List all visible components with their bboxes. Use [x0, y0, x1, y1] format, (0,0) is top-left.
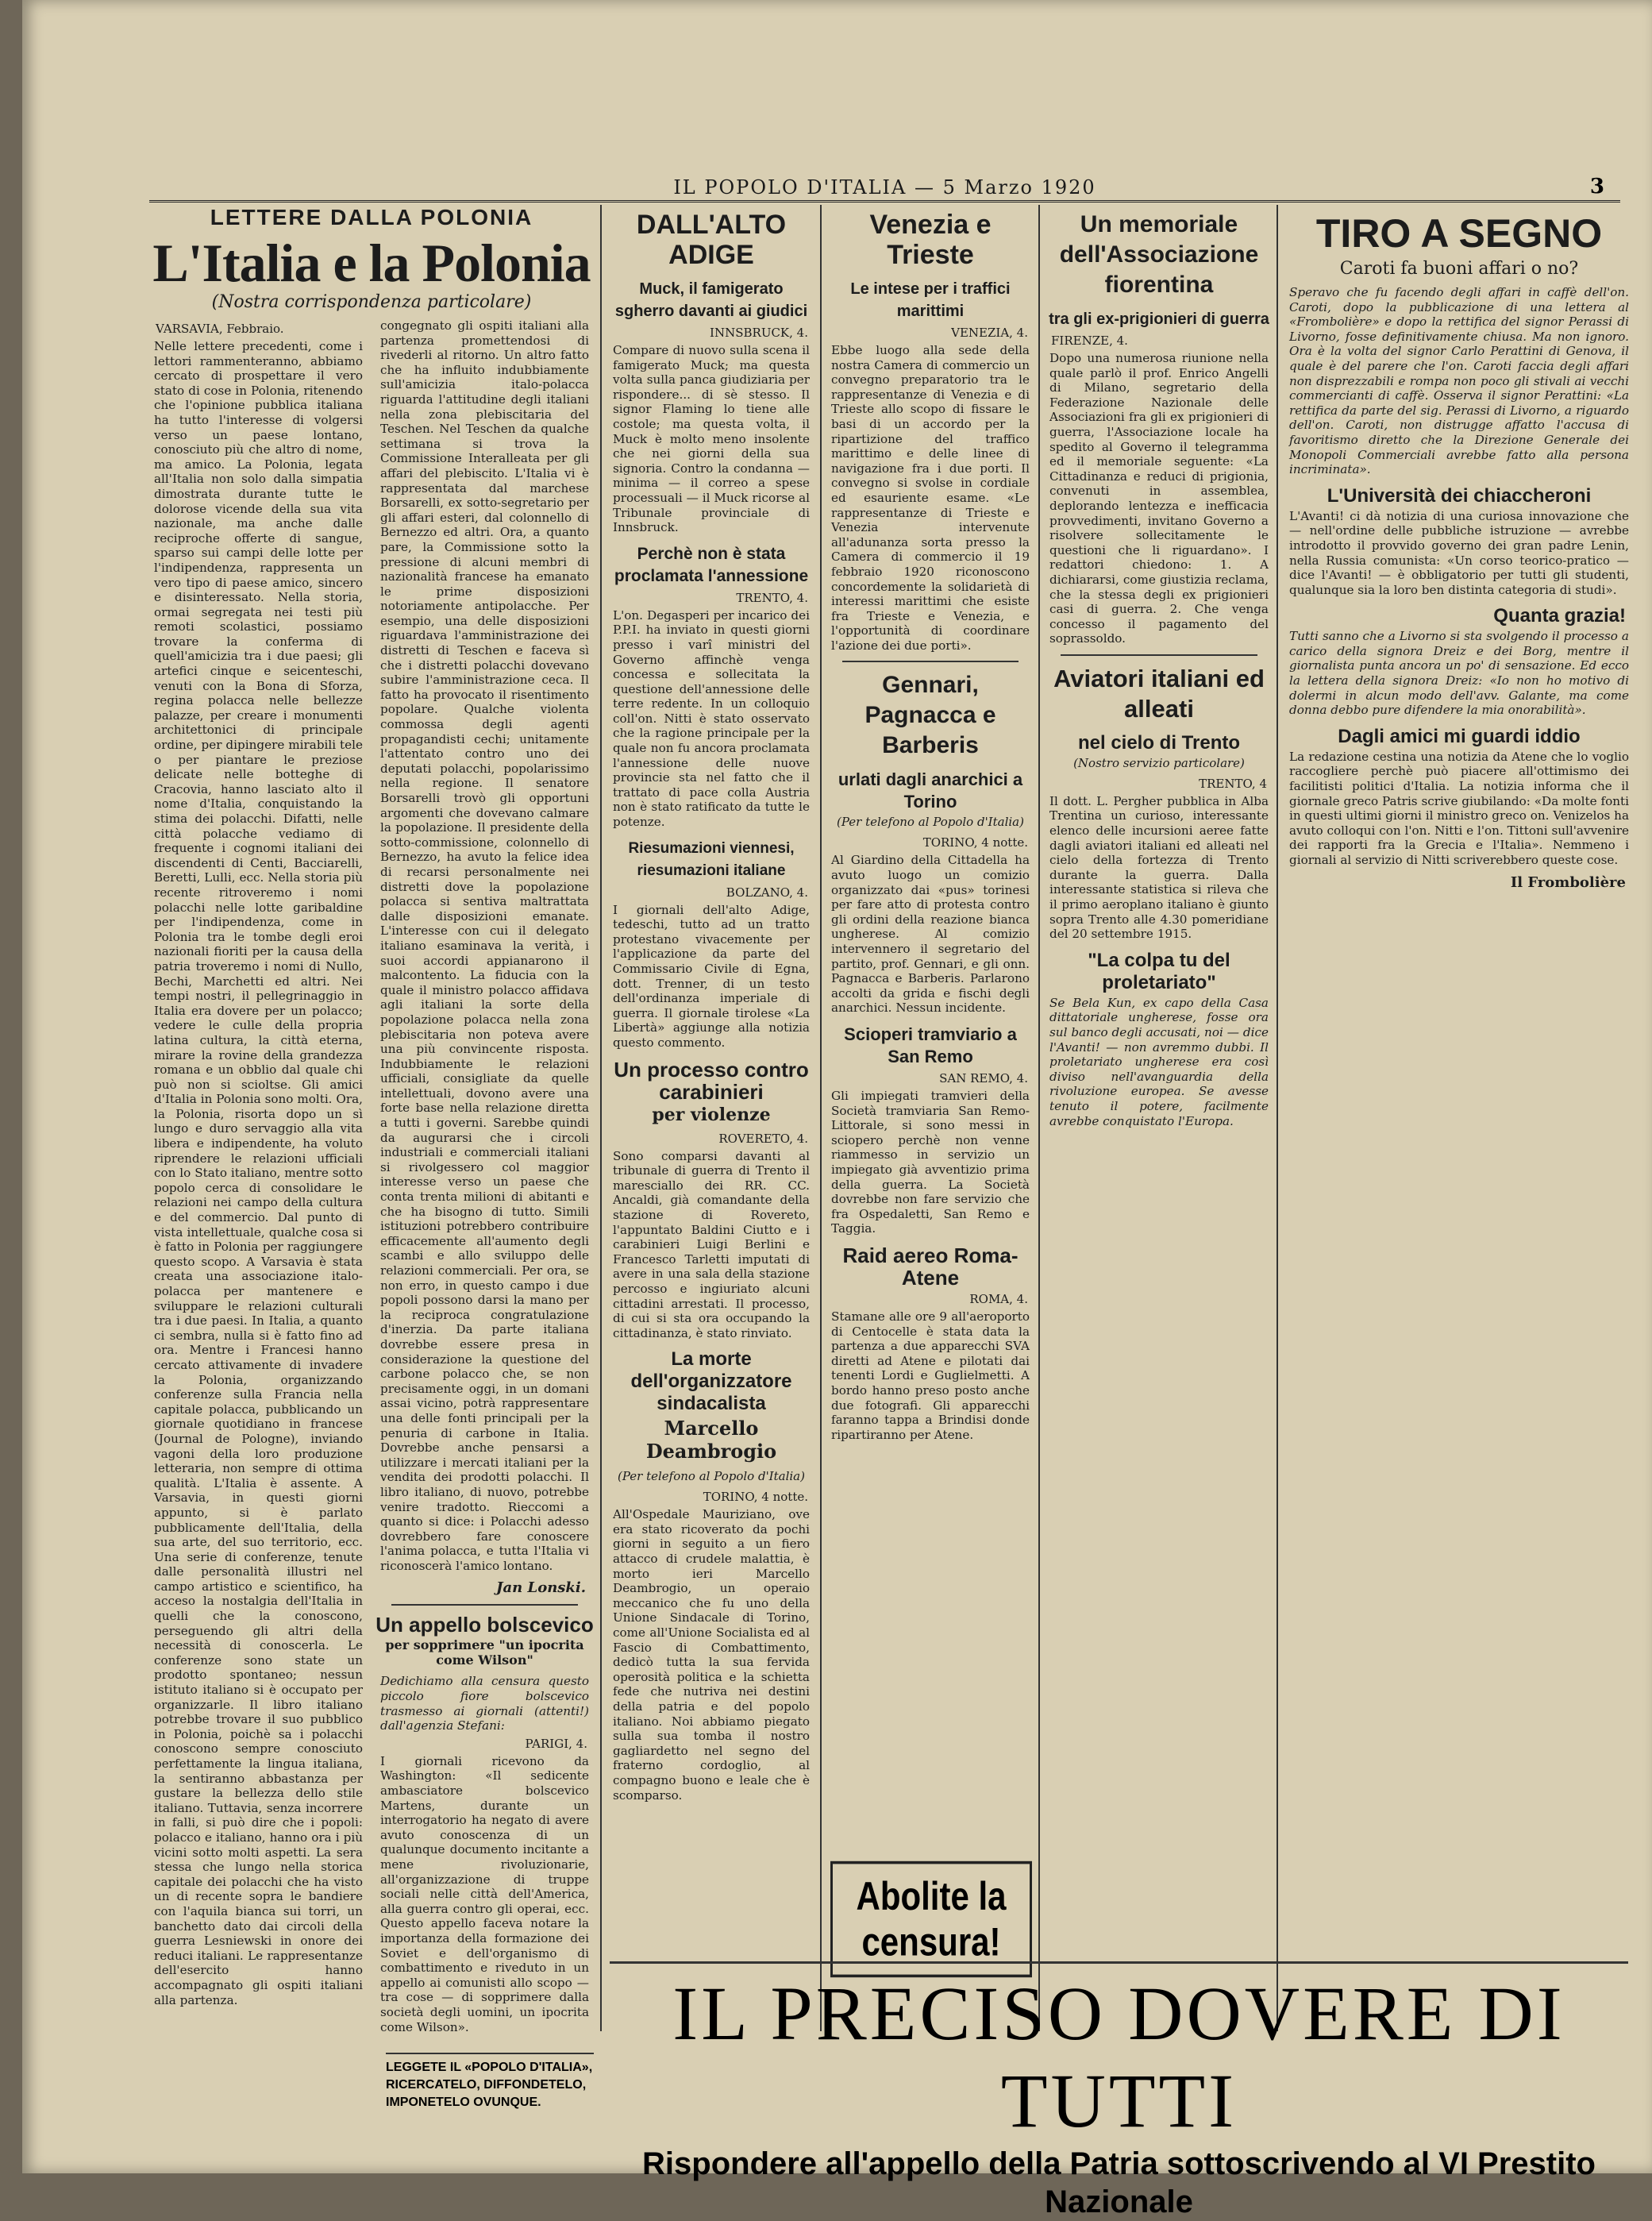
dateline-roma: ROMA, 4. [969, 1291, 1028, 1306]
banner-headline: IL PRECISO DOVERE DI TUTTI [672, 1971, 1565, 2143]
body-venezia-trieste: Ebbe luogo alla sede della nostra Camera di commercio un convegno preparatorio tra le rappresentanze di Venezia e di Trieste allo scopo di fissare le basi di un accordo per la ripartizione del traffico marittimo e delle linee di navigazione fra i due porti. Il convegno si svolse in cordiale ed esauriente esame. «Le rappresentanze di Trieste e Venezia intervenute all'adunanza sorta presso la Camera di commercio il 19 febbraio 1920 riconoscono concordemente la solidarietà di interessi marittimi che esiste fra Trieste e Venezia, e l'opportunità di coordinare l'azione dei due porti». [831, 343, 1030, 653]
body-amici: La redazione cestina una notizia da Atene che lo voglio raccogliere perchè può piacere all'ottimismo dei facilitisti politici d'Italia. La notizia informa che il giornale greco Patris scrive giubilando: «Da molte fonti in questi ultimi giorni il ministro greco on. Venizelos ha avuto colloqui con l'on. Nitti e l'on. Tittoni sull'avvenire dei rapporti fra la Grecia e l'Italia». Nemmeno i giornali al servizio di Nitti scriverebbero queste cose. [1289, 749, 1629, 867]
headline-universita: L'Università dei chiaccheroni [1327, 484, 1592, 507]
column-rule [1277, 205, 1278, 2031]
headline-amici: Dagli amici mi guardi iddio [1338, 725, 1581, 747]
paren-gennari: (Per telefono al Popolo d'Italia) [837, 815, 1024, 830]
paren-aviatori: (Nostro servizio particolare) [1073, 755, 1245, 770]
body-caroti: Speravo che fu facendo degli affari in caffè dell'on. Caroti, dopo la pubblicazione di una lettera al «Frombolière» e dopo la rettifica del signor Perassi di Livorno, fosse definitivamente chiusa. Ma non ignoro. Ora è la volta del signor Carlo Perattini di Genova, il quale è del parere che l'on. Caroti faccia degli affari non disprezzabili e rompa non poco gli stivali ai vecchi commercianti di caffè. Osserva il signor Perattini: «La rettifica da parte del sig. Perassi di Livorno, a riguardo dell'on. Caroti, non distrugge affatto l'accusa di favoritismo diretto che la Direzione Generale dei Monopoli Commerciali avrebbe fatto alla persona incriminata». [1289, 285, 1629, 477]
subhead-aviatori: nel cielo di Trento [1077, 731, 1241, 754]
banner-subline: Rispondere all'appello della Patria sottoscrivendo al VI Prestito Nazionale [642, 2146, 1596, 2219]
headline-alto-adige: DALL'ALTO ADIGE [636, 210, 787, 270]
headline-aviatori: Aviatori italiani ed alleati [1053, 664, 1265, 723]
subhead-traffici: Le intese per i traffici marittimi [850, 280, 1011, 320]
body-gennari: Al Giardino della Cittadella ha avuto luogo un comizio organizzato dai «pus» torinesi per fare atto di protesta contro gli ordini della reazione bianca ungherese. Al comizio intervennero il segretario del partito, prof. Gennari, e gli onn. Pagnacca e Barberis. Parlarono accolti da grida e fischi degli anarchici. Nessun incidente. [831, 853, 1030, 1016]
headline-raid: Raid aereo Roma-Atene [842, 1243, 1019, 1290]
article-headline: L'Italia e la Polonia [152, 233, 591, 293]
dateline-sanremo: SAN REMO, 4. [939, 1071, 1028, 1085]
article-kicker: LETTERE DALLA POLONIA [210, 205, 533, 229]
body-riesumazioni: I giornali dell'alto Adige, tedeschi, tutto ad un tratto protestano vivacemente per l'applicazione da parte del Commissario Civile di Egna, dott. Trenner, di un testo dell'ordinanza imperiale di guerra. Il giornale tirolese «La Libertà» aggiunge alla notizia questo commento. [613, 902, 810, 1050]
subhead-prigionieri: tra gli ex-prigionieri di guerra [1049, 310, 1269, 328]
divider [1061, 654, 1257, 656]
headline-gennari: Gennari, Pagnacca e Barberis [865, 672, 996, 759]
dateline-bolzano: BOLZANO, 4. [726, 885, 808, 900]
headline-memoriale: Un memoriale dell'Associazione fiorentina [1059, 211, 1259, 298]
dateline-rovereto: ROVERETO, 4. [718, 1131, 808, 1146]
masthead [149, 176, 1620, 202]
subhead-muck: Muck, il famigerato sgherro davanti ai giudici [614, 280, 808, 320]
headline-annessione: Perchè non è stata proclamata l'annessione [614, 544, 809, 585]
divider [391, 1604, 578, 1606]
dateline-innsbruck: INNSBRUCK, 4. [710, 326, 808, 340]
dateline-trento: TRENTO, 4. [736, 590, 808, 605]
appello-intro: Dedichiamo alla censura questo piccolo fiore bolscevico trasmesso ai giornali (attenti!) dall'agenzia Stefani: [380, 1674, 589, 1733]
dateline-trento-aviatori: TRENTO, 4 [1199, 776, 1267, 791]
headline-riesumazioni: Riesumazioni viennesi, riesumazioni italiane [628, 839, 795, 879]
column-rule [820, 205, 822, 2031]
divider [842, 661, 1019, 662]
headline-venezia-trieste: Venezia e Trieste [869, 210, 992, 270]
headline-colpa: "La colpa tu del proletariato" [1088, 949, 1230, 993]
headline-tiro-a-segno: TIRO A SEGNO [1315, 211, 1603, 256]
body-annessione: L'on. Degasperi per incarico dei P.P.I. ha inviato in questi giorni presso i varî ministri del Governo affinchè venga concessa e sollecitata la questione dell'annessione delle terre redente. In un colloquio coll'on. Nitti è stato osservato che la ragione principale per la quale non fu ancora proclamata l'annessione delle nuove provincie sta nel fatto che il trattato di pace colla Austria non è stato ratificato da tutte le potenze. [613, 607, 810, 830]
article-italia-polonia [149, 205, 594, 2174]
newspaper-page [22, 0, 1652, 2219]
subhead-gennari: urlati dagli anarchici a Torino [838, 769, 1023, 812]
body-colpa: Se Bela Kun, ex capo della Casa dittatoriale ungherese, fosse ora sul banco degli accusati, noi — dice l'Avanti! — non avremmo dubbi. Il proletariato ungherese era così diviso nell'avanguardia della rivoluzione europea. Se avesse tenuto il potere, facilmente avrebbe conquistato l'Europa. [1049, 995, 1269, 1128]
subhead-caroti: Caroti fa buoni affari o no? [1339, 259, 1579, 279]
subhead-carabinieri: per violenze [652, 1104, 771, 1125]
appello-body: I giornali ricevono da Washington: «Il sedicente ambasciatore bolscevico Martens, durante un interrogatorio ha negato di avere avuto conoscenza di un qualunque documento incitante a mene rivoluzionarie, all'organizzazione di truppe sociali nelle città dell'America, alla guerra contro gli operai, ecc. Questo appello faceva notare la importanza della formazione dei Soviet e dell'organismo di combattimento e riveduto in un appello ai comunisti allo scopo — tra cose — di sopprimere dalla società degli uomini, un ipocrita come Wilson». [380, 1753, 589, 2034]
body-raid: Stamane alle ore 9 all'aeroporto di Centocelle è stata data la partenza a due apparecchi SVA diretti ad Atene e pilotati dai tenenti Lordi e Guglielmetti. A bordo hanno preso posto anche due fotografi. Gli apparecchi faranno tappa a Brindisi donde ripartiranno per Atene. [831, 1309, 1030, 1442]
column-alto-adige [608, 205, 814, 1952]
dateline-torino-gennari: TORINO, 4 notte. [922, 835, 1028, 850]
column-venezia-trieste [826, 205, 1034, 1952]
column-rule [600, 205, 602, 2031]
article-dateline: VARSAVIA, Febbraio. [156, 322, 284, 336]
masthead-title: IL POPOLO D'ITALIA — 5 Marzo 1920 [673, 176, 1096, 199]
page-number: 3 [1589, 175, 1604, 199]
reader-notice: LEGGETE IL «POPOLO D'ITALIA», RICERCATELO, DIFFONDETELO, IMPONETELO OVUNQUE. [386, 2053, 594, 2111]
paren-deambrogio: (Per telefono al Popolo d'Italia) [618, 1469, 805, 1484]
body-universita: L'Avanti! ci dà notizia di una curiosa innovazione che — nell'ordine delle pubbliche istruzione — avrebbe introdotto il provvido governo dei gran padre Lenin, nella Russia comunista: «Un corso teorico-pratico — dice l'Avanti! — è obbligatorio per tutti gli studenti, qualunque sia la loro ben distinta categoria di studi». [1289, 508, 1629, 597]
headline-quanta-grazia: Quanta grazia! [1493, 605, 1626, 627]
dateline-firenze: FIRENZE, 4. [1051, 334, 1128, 348]
body-sanremo: Gli impiegati tramvieri della Società tramviaria San Remo-Littorale, si sono messi in sciopero perchè non venne riammesso in servizio un impiegato già avventizio prima della guerra. La Società dovrebbe non fare servizio che fra Ospedaletti, San Remo e Taggia. [831, 1089, 1030, 1236]
headline-sanremo: Scioperi tramviario a San Remo [844, 1024, 1017, 1066]
body-deambrogio: All'Ospedale Mauriziano, ove era stato ricoverato da pochi giorni in seguito a un fiero attacco di crudele malattia, è morto ieri Marcello Deambrogio, un operaio meccanico che fu uno della Unione Sindacale di Torino, come all'Unione Socialista ed al Fascio di Combattimento, dedicò tutta la sua fervida operosità politica e la schietta fede che nutriva nei destini della patria e del popolo italiano. Noi abbiamo piegato sulla sua tomba il nostro gagliardetto nel segno del fraterno cordoglio, al compagno buono e leale che è scomparso. [613, 1507, 810, 1803]
body-quanta-grazia: Tutti sanno che a Livorno si sta svolgendo il processo a carico della signora Dreiz e dei Borg, mentre il giornalista punta ancora un po' di sensazione. Ed ecco la lettera della signora Dreiz: «Io non ho motivo di dolermi in alcun modo dell'avv. Galante, ma come donna debbo pure difendere la mia onorabilità». [1289, 629, 1629, 718]
censura-slogan: Abolite la censura! [830, 1861, 1032, 1977]
headline-carabinieri: Un processo contro carabinieri [614, 1057, 809, 1104]
body-memoriale: Dopo una numerosa riunione nella quale parlò il prof. Enrico Angelli di Milano, segretario della Federazione Nazionale delle Associazioni fra gli ex prigionieri di guerra, l'Associazione locale ha spedito al Governo il telegramma ed il memoriale seguente: «La Cittadinanza e reduci di prigionia, convenuti in assemblea, deplorando lentezza e inefficacia provvedimenti, invitano Governo a risolvere sollecitamente le questioni che li riguardano». I redattori chiedono: 1. A dichiararsi, come giustizia reclama, che la stessa degli ex prigionieri casi di guerra. 2. Che venga concesso il pagamento del soprassoldo. [1049, 351, 1269, 646]
subhead-deambrogio: Marcello Deambrogio [645, 1417, 777, 1463]
article-subheadline: (Nostra corrispondenza particolare) [211, 292, 532, 312]
frombolliere-signature: Il Frombolière [1510, 873, 1626, 891]
body-muck: Compare di nuovo sulla scena il famigerato Muck; ma questa volta sulla panca giudiziaria per rispondere... di sè stesso. Il signor Flaming lo tiene alle costole; ma questa volta, il Muck è molto meno insolente che nei giorni della sua signoria. Contro la condanna — minima — il correo a spese processuali — il Muck ricorse al Tribunale provinciale di Innsbruck. [613, 343, 810, 535]
article-signature: Jan Lonski. [496, 1579, 586, 1597]
appello-subheadline: per sopprimere "un ipocrita come Wilson" [385, 1637, 584, 1668]
appello-headline: Un appello bolscevico [375, 1613, 594, 1637]
column-memoriale [1045, 205, 1273, 1952]
body-aviatori: Il dott. L. Pergher pubblica in Alba Trentina un curioso, interessante elenco delle incursioni aeree fatte dagli aviatori italiani ed alleati nel cielo della fortezza di Trento durante la guerra. Dalla interessante statistica si rileva che il primo aeroplano italiano è giunto sopra Trento alle 4.30 pomeridiane del 20 settembre 1915. [1049, 793, 1269, 942]
article-column-right [375, 318, 594, 2034]
appello-dateline: PARIGI, 4. [525, 1736, 587, 1751]
prestito-banner [610, 1961, 1628, 2219]
article-column-left [149, 318, 368, 2034]
article-body-part1: Nelle lettere precedenti, come i lettori rammenteranno, abbiamo cercato di prospettare il vero stato di cose in Polonia, ritenendo che l'opinione pubblica italiana ha tutto l'interesse di volgersi verso un paese lontano, conosciuto più che altro di nome, ma amico. La Polonia, legata all'Italia non solo dalla simpatia dimostrata durante tutte le dolorose vicende della sua vita nazionale, ma anche dalle reciproche offerte di sangue, sparso sui campi delle lotte per l'indipendenza, rappresenta un vero tipo di paese amico, sincero e disinteressato. Nella storia, ormai segregata nei testi più remoti scolastici, possiamo trovare la conferma di quell'amicizia tra i due paesi; gli artefici cinque e seicenteschi, venuti con la Bona di Sforza, regina polacca nelle bellezze palazze, per creare i monumenti architettonici di principale ordine, per dipingere mirabili tele o per piantare le preziose delicate nelle botteghe di Cracovia, hanno lasciato alto il nome d'Italia, conquistando la stima dei polacchi. Difatti, nelle città polacche vediamo di frequente i cognomi italiani dei discendenti di Centi, Bacciarelli, Beretti, Lulli, ecc. Nella storia più recente ritroveremo i nomi polacchi nelle lotte garibaldine per l'indipendenza, come in Polonia tra le tombe degli eroi nazionali fioriti per la causa della patria troveremo i nomi di Nullo, Bechi, Marchetti ed altri. Nei tempi nostri, il pellegrinaggio in Italia era dovere per un polacco; vedere le culle della propria latina cultura, la città eterna, mirare la rovine della grandezza romana e un obblio dal quale chi può non si scioltse. Gli amici d'Italia in Polonia sono molti. Ora, la Polonia, risorta dopo un sì lungo e duro servaggio alla vita libera e indipendente, ha voluto riprendere le relazioni ufficiali con lo Stato italiano, mentre sotto popolo cerca di consolidare le relazioni nei campo della cultura e del commercio. Dal punto di vista intellettuale, qualche cosa si è fatto in Polonia per raggiungere questo scopo. A Varsavia è stata creata una associazione italo-polacca per mantenere e sviluppare le relazioni culturali tra i due paesi. In Italia, a quanto ci sembra, nulla si è fatto fino ad ora. Mentre i Francesi hanno cercato attivamente di invadere la Polonia, organizzando conferenze sulla Francia nella capitale polacca, pubblicando un giornale quotidiano in francese (Journal de Pologne), inviando vagoni della loro produzione letteraria, non sempre di ottima qualità. L'Italia è assente. A Varsavia, in questi giorni appunto, si è parlato pubblicamente dell'Italia, della sua arte, del suo territorio, ecc. Una serie di conferenze, tenute dalle personalità illustri nel campo artistico e scientifico, ha acceso la nostalgia dell'Italia in quelli che la conoscono, perseguendo gli altri della necessità di conoscerla. Le conferenze sono state un prodotto spontaneo; nessun istituto italiano si è occupato per organizzarle. Il libro italiano potrebbe trovare il suo pubblico in Polonia, poichè sa i polacchi conoscono sempre conosciuto perfettamente la lingua italiana, la sentiranno abbastanza per gustare la bellezza dello stile italiano. Tuttavia, senza incorrere in falli, si può dire che i popoli: polacco e italiano, hanno ora i più vicini sotto molti aspetti. La sera stessa che lungo nella storica capitale dei polacchi che ha visto un di recente sopra le bandiere con l'aquila bianca sui torri, un banchetto dato dai circoli della guerra Lesniewski in onore dei reduci italiani. Le rappresentanze dell'esercito hanno accompagnato gli ospiti italiani alla partenza. [154, 339, 363, 2007]
column-rule [1038, 205, 1040, 2031]
body-carabinieri: Sono comparsi davanti al tribunale di guerra di Trento il maresciallo dei RR. CC. Ancaldi, già comandante della stazione di Rovereto, l'appuntato Baldini Ciutto e i carabinieri Luigi Berlini e Francesco Tarletti imputati di avere in una sala della stazione percosso e ingiuriato alcuni cittadini arrestati. Il processo, di cui si sta ora occupando la cittadinanza, è stato rinviato. [613, 1148, 810, 1340]
dateline-venezia: VENEZIA, 4. [951, 326, 1028, 340]
dateline-torino: TORINO, 4 notte. [703, 1490, 808, 1505]
headline-deambrogio: La morte dell'organizzatore sindacalista [630, 1348, 792, 1415]
article-body-part2: congegnato gli ospiti italiani alla partenza promettendosi di rivederli al ritorno. Un altro fatto che ha influito indubbiamente sull'amicizia italo-polacca riguarda l'attitudine degli italiani nella zona plebiscitaria del Teschen. Nel Teschen da qualche settimana si trova la Commissione Interalleata per gli affari del plebiscito. L'Italia vi è rappresentata dal marchese Borsarelli, ex sotto-segretario per gli affari esteri, dal colonnello di Bernezzo ed altri. Ora, a quanto pare, la Commissione sotto la pressione di alcuni membri di nazionalità francese ha emanato le prime disposizioni notoriamente antipolacche. Per esempio, una delle disposizioni riguardava l'amministrazione dei distretti di Teschen e faceva sì che i distretti polacchi dovevano subire l'amministrazione ceca. Il fatto ha provocato il risentimento popolare. Qualche violenta commossa degli agenti propagandisti cechi; unitamente l'attentato contro uno dei deputati polacchi, popolarissimo nella regione. Il senatore Borsarelli trovò gli opportuni argomenti che dovevano calmare la popolazione. Il presidente della sotto-commissione, colonnello di Bernezzo, ha avuto la felice idea di recarsi personalmente nei distretti dove la popolazione polacca si sentiva maltrattata dalle disposizioni emanate. L'interesse con cui il delegato italiano esaminava la verità, i suoi accordi appianarono il malcontento. La fiducia con la quale il ministro polacco affidava agli italiani la sorte della popolazione polacca nella zona plebiscitaria non poteva avere una più convincente risposta. Indubbiamente le relazioni ufficiali, consigliate da quelle intellettuali, dovono avere una forte base nella relazione diretta a tutti i governi. Sarebbe quindi da augurarsi che i circoli industriali e commerciali italiani si rivolgessero col maggior interesse verso un paese che conta trenta milioni di abitanti e che ha bisogno di tutto. Simili istituzioni potrebbero contribuire efficacemente all'aumento degli scambi e allo sviluppo delle relazioni commerciali. Per ora, se non erro, in questo campo i due popoli possono darsi la mano per la reciproca congratulazione d'inerzia. Da parte italiana dovrebbe essere presa in considerazione la questione del carbone polacco che, se non precisamente oggi, in un domani assai vicino, potrà rappresentare una delle fonti principali per la penuria di carbone in Italia. Dovrebbe anche pensarsi a utilizzare i mercati italiani per la vendita dei prodotti polacchi. Il libro italiano, di nuovo, potrebbe venire tradotto. Rieccomi a quanto si dice: i Polacchi adesso dovrebbero fare conoscere l'anima polacca, e tutta l'Italia vi riconoscerà l'amico lontano. [380, 318, 589, 1573]
column-tiro-a-segno [1284, 205, 1634, 1952]
